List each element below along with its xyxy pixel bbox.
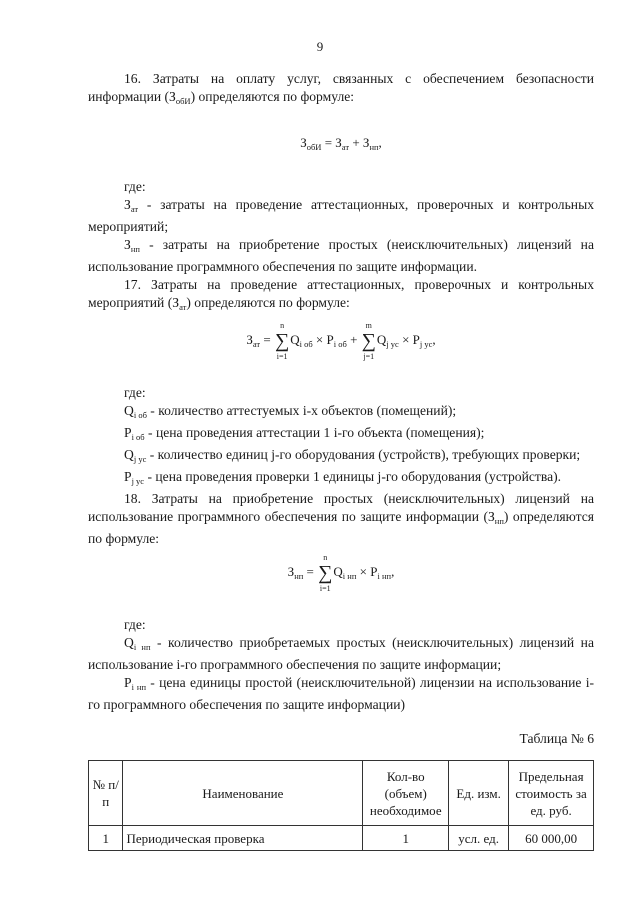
p-iob-symbol: P bbox=[124, 425, 132, 440]
cell-name: Периодическая проверка bbox=[123, 826, 363, 851]
q-jus-text: - количество единиц j-го оборудования (устройств), требующих проверки; bbox=[146, 447, 581, 462]
f2-t3: Q bbox=[376, 331, 387, 347]
sum1-bottom: i=1 bbox=[276, 352, 288, 361]
header-unit: Ед. изм. bbox=[449, 761, 509, 826]
p16-end: ) определяются по формуле: bbox=[190, 89, 355, 104]
cell-unit: усл. ед. bbox=[449, 826, 509, 851]
f3-t1: Q bbox=[333, 563, 343, 579]
p-inp-text: - цена единицы простой (неисключительной) лицензии на использование i-го программного обеспечения по защите информации) bbox=[88, 675, 594, 712]
f2-plus: + bbox=[346, 331, 361, 347]
f2-lhs: З bbox=[246, 331, 253, 347]
f3-lhs: З bbox=[287, 563, 295, 579]
q-inp-symbol: Q bbox=[124, 635, 134, 650]
where-label-3: где: bbox=[124, 617, 146, 632]
def-z-np bbox=[88, 236, 594, 276]
cell-quantity: 1 bbox=[363, 826, 449, 851]
page-number: 9 bbox=[316, 39, 324, 54]
def-p-jus bbox=[88, 468, 594, 490]
f1-mid: = З bbox=[321, 135, 342, 150]
def-q-inp bbox=[88, 634, 594, 674]
where-label-1: где: bbox=[124, 179, 146, 194]
z-at-sub: ат bbox=[130, 204, 139, 214]
f2-t1-sub: i об bbox=[299, 338, 313, 349]
p-inp-sub: i нп bbox=[131, 682, 147, 692]
f2-t2: P bbox=[326, 331, 334, 347]
p-iob-text: - цена проведения аттестации 1 i-го объекта (помещения); bbox=[144, 425, 485, 440]
cost-table bbox=[88, 760, 594, 851]
def-p-iob bbox=[88, 424, 594, 446]
f2-t1: Q bbox=[290, 331, 300, 347]
z-np-text: - затраты на приобретение простых (неисключительных) лицензий на использование программного обеспечения по защите информации. bbox=[88, 237, 594, 274]
f3-times: × bbox=[356, 563, 371, 579]
where-label-2: где: bbox=[124, 385, 146, 400]
p16-text: 16. Затраты на оплату услуг, связанных с обеспечением безопасности информации (З bbox=[88, 71, 594, 104]
f3-t1-sub: i нп bbox=[342, 570, 357, 581]
p17-text: 17. Затраты на проведение аттестационных, проверочных и контрольных мероприятий (З bbox=[88, 277, 594, 310]
q-inp-sub: i нп bbox=[133, 642, 151, 652]
z-at-symbol: З bbox=[124, 197, 131, 212]
f2-eq: = bbox=[260, 331, 274, 347]
p16-sub: обИ bbox=[175, 96, 191, 106]
z-np-sub: нп bbox=[130, 244, 140, 254]
q-iob-text: - количество аттестуемых i-х объектов (помещений); bbox=[146, 403, 457, 418]
q-iob-sub: i об bbox=[133, 410, 147, 420]
p-iob-sub: i об bbox=[131, 432, 145, 442]
p18-text: 18. Затраты на приобретение простых (неисключительных) лицензий на использование программного обеспечения по защите информации (З bbox=[88, 491, 594, 524]
f2-lhs-sub: ат bbox=[252, 338, 261, 349]
f1-sub3: нп bbox=[369, 142, 379, 152]
q-jus-sub: j ус bbox=[133, 454, 147, 464]
cell-number: 1 bbox=[89, 826, 123, 851]
f2-end: , bbox=[432, 331, 436, 347]
def-q-iob bbox=[88, 402, 594, 424]
p17-sub: ат bbox=[179, 302, 187, 312]
sigma-glyph: ∑ bbox=[274, 330, 290, 352]
def-p-inp bbox=[88, 674, 594, 714]
sum-sign-1 bbox=[275, 320, 289, 362]
sum-sign-2 bbox=[362, 320, 376, 362]
p-inp-symbol: P bbox=[124, 675, 132, 690]
f1-lhs-sub: обИ bbox=[306, 142, 322, 152]
sum3-bottom: i=1 bbox=[319, 584, 331, 593]
f2-t3-sub: j ус bbox=[386, 338, 399, 349]
p18-sub: нп bbox=[494, 516, 504, 526]
formula-zobi bbox=[88, 134, 594, 156]
p18-end: ) определяются по формуле: bbox=[88, 509, 594, 546]
f2-t2-sub: i об bbox=[333, 338, 347, 349]
p-jus-symbol: P bbox=[124, 469, 132, 484]
f2-times-1: × bbox=[312, 331, 327, 347]
def-z-at bbox=[88, 196, 594, 236]
sum2-bottom: j=1 bbox=[363, 352, 375, 361]
z-np-symbol: З bbox=[124, 237, 131, 252]
f1-sub2: ат bbox=[341, 142, 350, 152]
f3-t2-sub: i нп bbox=[377, 570, 392, 581]
f2-t4: P bbox=[412, 331, 420, 347]
p17-end: ) определяются по формуле: bbox=[186, 295, 350, 310]
paragraph-16 bbox=[88, 70, 594, 110]
sigma-glyph: ∑ bbox=[318, 562, 333, 584]
f3-end: , bbox=[391, 563, 395, 579]
q-jus-symbol: Q bbox=[124, 447, 134, 462]
header-quantity: Кол-во (объем) необходимое bbox=[363, 761, 449, 826]
header-name: Наименование bbox=[123, 761, 363, 826]
f2-t4-sub: j ус bbox=[419, 338, 433, 349]
document-body bbox=[88, 70, 594, 851]
def-q-jus bbox=[88, 446, 594, 468]
z-at-text: - затраты на проведение аттестационных, проверочных и контрольных мероприятий; bbox=[88, 197, 594, 234]
table-header-row bbox=[89, 761, 594, 826]
f3-t2: P bbox=[370, 563, 378, 579]
sum3-top: n bbox=[323, 553, 328, 562]
header-number: № п/п bbox=[89, 761, 123, 826]
q-inp-text: - количество приобретаемых простых (неисключительных) лицензий на использование i-го программного обеспечения по защите информации; bbox=[88, 635, 594, 672]
p-jus-text: - цена проведения проверки 1 единицы j-го оборудования (устройства). bbox=[144, 469, 562, 484]
formula-zat bbox=[88, 320, 594, 362]
table-row bbox=[89, 826, 594, 851]
p-jus-sub: j ус bbox=[131, 476, 145, 486]
sum2-top: m bbox=[365, 321, 372, 330]
sum1-top: n bbox=[280, 321, 285, 330]
sigma-glyph: ∑ bbox=[361, 330, 376, 352]
paragraph-17 bbox=[88, 276, 594, 316]
sum-sign-3 bbox=[318, 552, 332, 594]
cell-max-price: 60 000,00 bbox=[509, 826, 594, 851]
q-iob-symbol: Q bbox=[124, 403, 134, 418]
f1-lhs: З bbox=[300, 135, 307, 150]
table-caption: Таблица № 6 bbox=[519, 731, 594, 746]
f3-lhs-sub: нп bbox=[294, 570, 304, 581]
header-max-price: Предельная стоимость за ед. руб. bbox=[509, 761, 594, 826]
formula-znp bbox=[88, 552, 594, 594]
f3-eq: = bbox=[303, 563, 318, 579]
f1-end: , bbox=[378, 135, 382, 150]
f1-plus: + З bbox=[349, 135, 370, 150]
paragraph-18 bbox=[88, 490, 594, 548]
f2-times-2: × bbox=[398, 331, 413, 347]
